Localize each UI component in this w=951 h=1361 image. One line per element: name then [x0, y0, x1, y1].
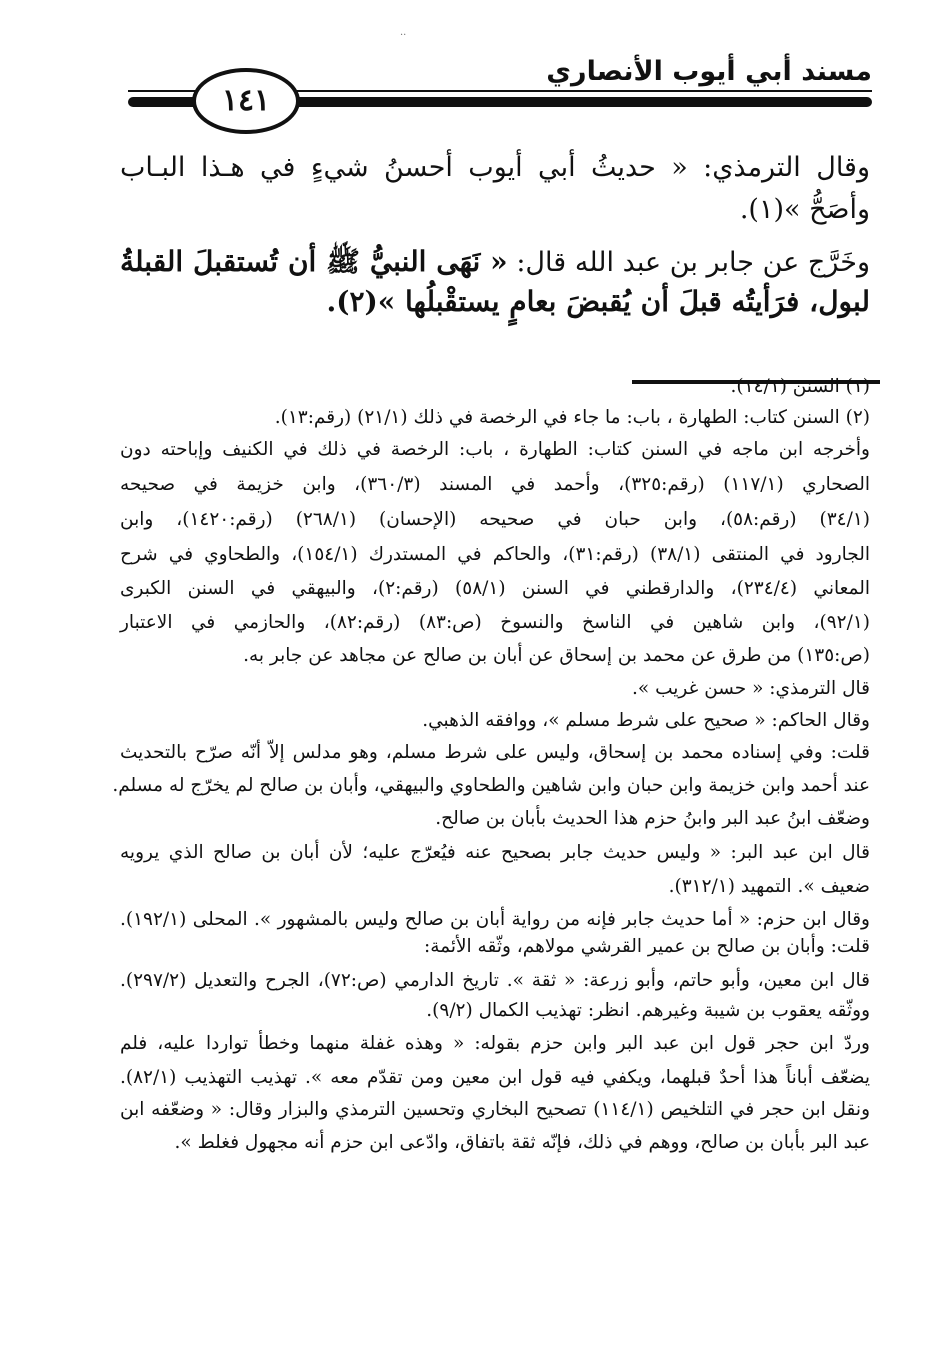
footnote-line: قال ابن عبد البر: « وليس حديث جابر بصحيح عنه فيُعرّج عليه؛ لأن أبان بن صالح الذي يرويه — [120, 842, 870, 863]
main-text-line: وأصَحُّ »(١). — [739, 194, 870, 225]
footnote-line: الصحاري (١١٧/١) (رقم:٣٢٥)، وأحمد في المسند (٣٦٠/٣)، وابن خزيمة في صحيحه — [120, 474, 870, 495]
footnote-line: قال ابن معين، وأبو حاتم، وأبو زرعة: « ثقة ». تاريخ الدارمي (ص:٧٢)، الجرح والتعديل (٢٩٧/٢). — [120, 970, 870, 991]
narration-intro: وخَرَّج عن جابر بن عبد الله قال: — [507, 247, 870, 278]
footnote-line: (٣٤/١) (رقم:٥٨)، وابن حبان في صحيحه (الإحسان) (٢٦٨/١) (رقم:١٤٢٠)، وابن — [120, 509, 871, 530]
main-text-line: وقال الترمذي: « حديثُ أبي أيوب أحسنُ شيءٍ في هـذا البـاب — [120, 152, 870, 183]
footnote-line: (ص:١٣٥) من طرق عن محمد بن إسحاق عن أبان بن صالح عن مجاهد عن جابر به. — [243, 645, 870, 666]
footnote-line: وقال ابن حزم: « أما حديث جابر فإنه من رواية أبان بن صالح وليس بالمشهور ». المحلى (١٩٢/١). — [120, 909, 870, 930]
footnote-line: (٢) السنن كتاب: الطهارة ، باب: ما جاء في الرخصة في ذلك (٢١/١) (رقم:١٣). — [274, 407, 870, 428]
footnote-line: ووثّقه يعقوب بن شيبة وغيرهم. انظر: تهذيب الكمال (٩/٢). — [426, 1000, 870, 1021]
scan-mark: ·· — [400, 30, 407, 41]
main-text-line — [120, 244, 870, 281]
footnote-line: الجارود في المنتقى (٣٨/١) (رقم:٣١)، والحاكم في المستدرك (١٥٤/١)، والطحاوي في شرح — [120, 544, 871, 565]
footnote-line: المعاني (٢٣٤/٤)، والدارقطني في السنن (٥٨/١) (رقم:٢)، والبيهقي في السنن الكبرى — [120, 578, 871, 599]
footnote-line: وأخرجه ابن ماجه في السنن كتاب: الطهارة ، باب: الرخصة في ذلك في الكنيف وإباحته دون — [120, 439, 870, 460]
footnote-line: قال الترمذي: « حسن غريب ». — [632, 678, 870, 699]
running-header-title: مسند أبي أيوب الأنصاري — [546, 56, 872, 87]
footnote-line: عبد البر بأبان بن صالح، ووهم في ذلك، فإنّه ثقة باتفاق، وادّعى ابن حزم أنه مجهول فغلط ». — [174, 1132, 870, 1153]
footnote-line: ونقل ابن حجر في التلخيص (١١٤/١) تصحيح البخاري وتحسين الترمذي والبزار وقال: « وضعّفه ابن — [120, 1099, 870, 1120]
hadith-text: لبول، فرَأيتُه قبلَ أن يُقبضَ بعامٍ يستقْبلُها »(٢). — [326, 285, 870, 318]
footnote-line: (١) السنن (١٤/١). — [730, 376, 870, 397]
page-number: ١٤١ — [192, 68, 300, 134]
footnote-line: وضعّف ابنُ عبد البر وابنُ حزم هذا الحديث بأبان بن صالح. — [435, 808, 870, 829]
footnote-line: وقال الحاكم: « صحيح على شرط مسلم »، ووافقه الذهبي. — [422, 710, 870, 731]
footnote-line: قلت: وفي إسناده محمد بن إسحاق، وليس على شرط مسلم، وهو مدلس إلاّ أنّه صرّح بالتحديث — [120, 742, 870, 763]
footnote-line: وردّ ابن حجر قول ابن عبد البر وابن حزم بقوله: « وهذه غفلة منهما وخطأ تواردا عليه، فلم — [120, 1033, 870, 1054]
footnote-line: يضعّف أباناً هذا أحدٌ قبلهما، ويكفي فيه قول ابن معين ومن تقدّم معه ». تهذيب التهذيب (٨٢/١). — [120, 1067, 870, 1088]
footnote-line: (٩٢/١)، وابن شاهين في الناسخ والنسوخ (ص:٨٣) (رقم:٨٢)، والحازمي في الاعتبار — [120, 612, 870, 633]
hadith-text: « نَهَى النبيُّ ﷺ أن تُستقبلَ القبلةُ — [120, 245, 508, 278]
footnote-line: قلت: وأبان بن صالح بن عمير القرشي مولاهم، وثّقه الأئمة: — [423, 936, 870, 957]
footnote-line: ضعيف ». التمهيد (٣١٢/١). — [668, 876, 870, 897]
footnote-line: عند أحمد وابن خزيمة وابن حبان وابن شاهين والطحاوي والبيهقي، وأبان بن صالح لم يخرّج له مسلم. — [112, 775, 870, 796]
